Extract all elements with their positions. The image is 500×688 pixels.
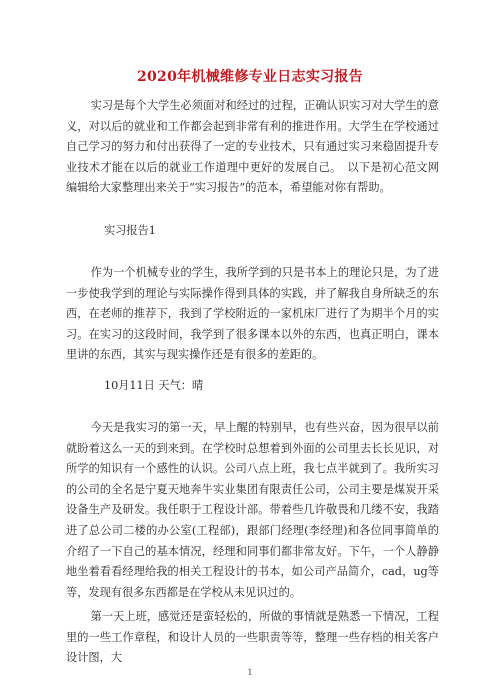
page-number: 1 bbox=[247, 668, 253, 677]
intro-paragraph: 实习是每个大学生必须面对和经过的过程，正确认识实习对大学生的意义，对以后的就业和工作都会起到非常有利的推进作用。大学生在学校通过自己学习的努力和付出获得了一定的专业技术，只有通过实习来稳固提升专业技术才能在以后的就业工作道理中更好的发展自己。 以下是初心范文网编辑给大家整理出来关于“实习报告”的范本，希望能对你有帮助。 bbox=[66, 99, 439, 195]
body-paragraph-2: 今天是我实习的第一天，早上醒的特别早，也有些兴奋，因为很早以前就盼着这么一天的到来到。在学校时总想着到外面的公司里去长长见识，对所学的知识有一个感性的认识。公司八点上班，我七点半就到了。我所实习的公司的全名是宁夏天地奔牛实业集团有限责任公司，公司主要是煤炭开采设备生产及研发。我任职于工程设计部。带着些几许敬畏和几缕不安，我踏进了总公司二楼的办公室(工程部)，跟部门经理(李经理)和各位同事简单的介绍了一下自己的基本情况，经理和同事们都非常友好。下午，一个人静静地坐着看看经理给我的相关工程设计的书本，如公司产品简介，cad，ug等等，发现有很多东西都是在学校从未见识过的。 bbox=[66, 421, 439, 599]
section-heading: 实习报告1 bbox=[104, 224, 156, 237]
document-title: 2020年机械维修专业日志实习报告 bbox=[136, 69, 364, 85]
body-paragraph-3: 第一天上班，感觉还是蛮轻松的，所做的事情就是熟悉一下情况，工程里的一些工作章程，和设计人员的一些职责等等，整理一些存档的相关客户设计图，大 bbox=[66, 610, 439, 665]
body-paragraph-1: 作为一个机械专业的学生，我所学到的只是书本上的理论只是，为了进一步使我学到的理论与实际操作得到具体的实践，并了解我自身所缺乏的东西，在老师的推荐下，我到了学校附近的一家机床厂进行了为期半个月的实习。在实习的这段时间，我学到了很多课本以外的东西，也真正明白，课本里讲的东西，其实与现实操作还是有很多的差距的。 bbox=[66, 266, 439, 362]
diary-date-line: 10月11日 天气：晴 bbox=[104, 379, 204, 392]
